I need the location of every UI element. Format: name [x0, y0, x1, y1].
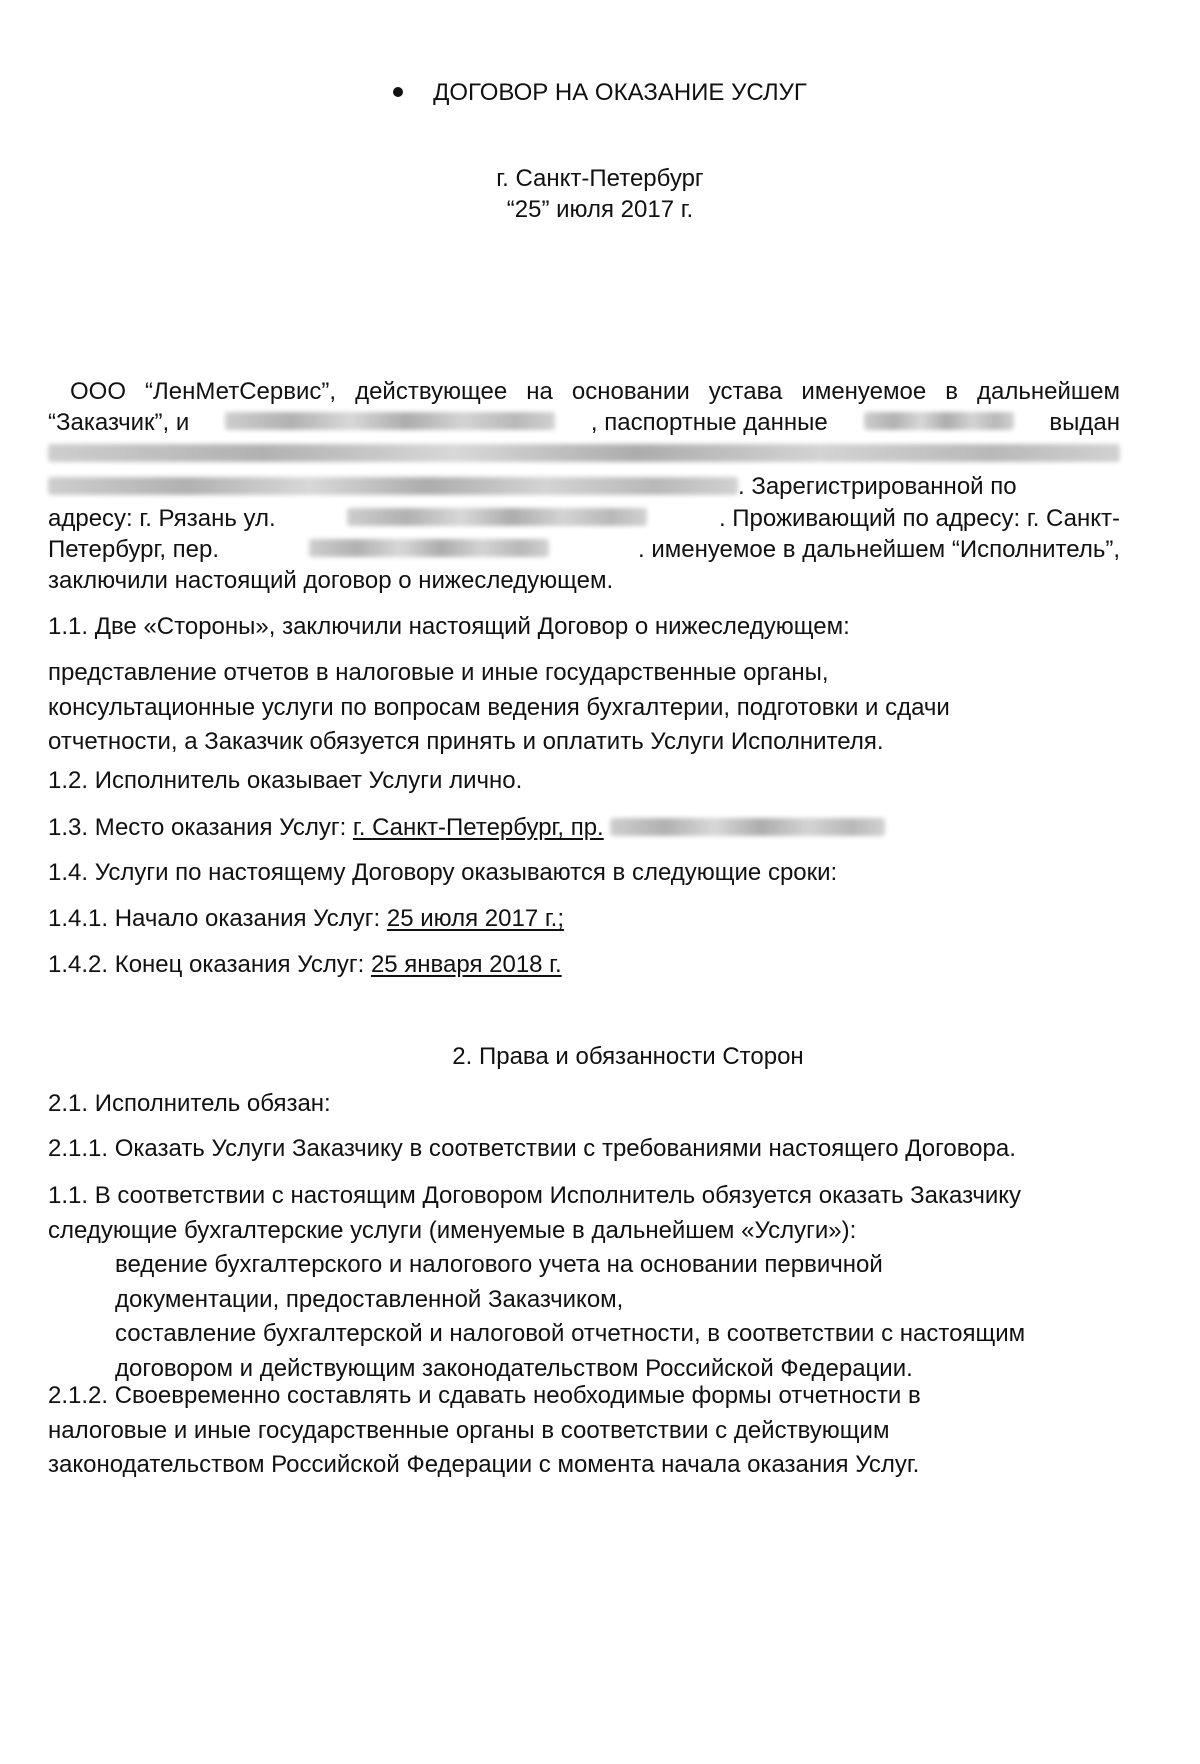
- document-title: ДОГОВОР НА ОКАЗАНИЕ УСЛУГ: [433, 79, 807, 106]
- clause-line: 1.1. В соответствии с настоящим Договором Исполнитель обязуется оказать Заказчику: [48, 1182, 1021, 1209]
- clause-1-4: 1.4. Услуги по настоящему Договору оказываются в следующие сроки:: [48, 859, 838, 886]
- clause-1-3: [48, 811, 1120, 846]
- clause-1-3-label: 1.3. Место оказания Услуг:: [48, 814, 347, 841]
- clause-line: следующие бухгалтерские услуги (именуемые в дальнейшем «Услуги»):: [48, 1216, 857, 1244]
- intro-address-label: адресу: г. Рязань ул.: [48, 505, 276, 532]
- intro-line-5: [48, 502, 1120, 537]
- clause-1-4-1: [48, 902, 1120, 937]
- document-city: г. Санкт-Петербург: [496, 165, 704, 192]
- clause-1-4-2-value: 25 января 2018 г.: [370, 951, 562, 978]
- redacted-issuer-1: [48, 444, 1120, 462]
- service-item: представление отчетов в налоговые и иные государственные органы,: [48, 659, 829, 686]
- clause-2-1-2: [48, 1379, 1120, 1483]
- clause-2-1: 2.1. Исполнитель обязан:: [48, 1090, 331, 1117]
- sub-item: договором и действующим законодательством Российской Федерации.: [115, 1354, 913, 1382]
- intro-line-3: [48, 437, 1120, 472]
- clause-1-1-services: [48, 1179, 1120, 1386]
- redacted-name: [225, 412, 555, 430]
- service-item: консультационные услуги по вопросам ведения бухгалтерии, подготовки и сдачи: [48, 693, 950, 721]
- intro-line-4: [48, 470, 1120, 505]
- clause-2-1-1: 2.1.1. Оказать Услуги Заказчику в соответствии с требованиями настоящего Договора.: [48, 1135, 1016, 1162]
- redacted-passport: [864, 412, 1014, 430]
- clause-1-1: 1.1. Две «Стороны», заключили настоящий Договор о нижеследующем:: [48, 613, 850, 640]
- sub-item: составление бухгалтерской и налоговой отчетности, в соответствии с настоящим: [115, 1320, 1026, 1347]
- clause-1-4-1-label: 1.4.1. Начало оказания Услуг:: [48, 905, 381, 932]
- intro-executor-label: . именуемое в дальнейшем “Исполнитель”,: [637, 536, 1120, 563]
- intro-line-7: заключили настоящий договор о нижеследующем.: [48, 567, 614, 594]
- section-2-heading: 2. Права и обязанности Сторон: [452, 1043, 804, 1070]
- clause-1-4-2: [48, 948, 1120, 983]
- clause-line: законодательством Российской Федерации с момента начала оказания Услуг.: [48, 1451, 920, 1478]
- redacted-issuer-2: [48, 477, 738, 495]
- intro-registered-label: . Зарегистрированной по: [738, 473, 1017, 500]
- clause-line: 2.1.2. Своевременно составлять и сдавать необходимые формы отчетности в: [48, 1382, 921, 1409]
- intro-issued-label: выдан: [1049, 409, 1120, 436]
- intro-passport-label: , паспортные данные: [590, 409, 828, 436]
- intro-line-2: [48, 406, 1120, 441]
- intro-customer-label: “Заказчик”, и: [48, 409, 190, 436]
- clause-1-2: 1.2. Исполнитель оказывает Услуги лично.: [48, 767, 523, 794]
- document-date: “25” июля 2017 г.: [506, 196, 694, 223]
- redacted-service-address: [610, 818, 885, 836]
- service-item: отчетности, а Заказчик обязуется принять и оплатить Услуги Исполнителя.: [48, 728, 884, 755]
- intro-lane-label: Петербург, пер.: [48, 536, 220, 563]
- clause-1-4-1-value: 25 июля 2017 г.;: [386, 905, 565, 932]
- sub-item: документации, предоставленной Заказчиком,: [115, 1285, 624, 1313]
- clause-line: налоговые и иные государственные органы в соответствии с действующим: [48, 1416, 890, 1444]
- intro-line-1: ООО “ЛенМетСервис”, действующее на основании устава именуемое в дальнейшем: [70, 378, 1120, 405]
- clause-1-3-value: г. Санкт-Петербург, пр.: [352, 814, 604, 841]
- intro-line-6: [48, 533, 1120, 568]
- sub-item: ведение бухгалтерского и налогового учета на основании первичной: [115, 1251, 883, 1278]
- document-title-line: [0, 76, 1200, 111]
- bullet-icon: [393, 87, 403, 97]
- redacted-address-ryazan: [347, 508, 647, 526]
- intro-residence-label: . Проживающий по адресу: г. Санкт-: [718, 505, 1120, 532]
- redacted-address-spb: [309, 539, 549, 557]
- clause-1-4-2-label: 1.4.2. Конец оказания Услуг:: [48, 951, 365, 978]
- services-list: [48, 656, 1120, 760]
